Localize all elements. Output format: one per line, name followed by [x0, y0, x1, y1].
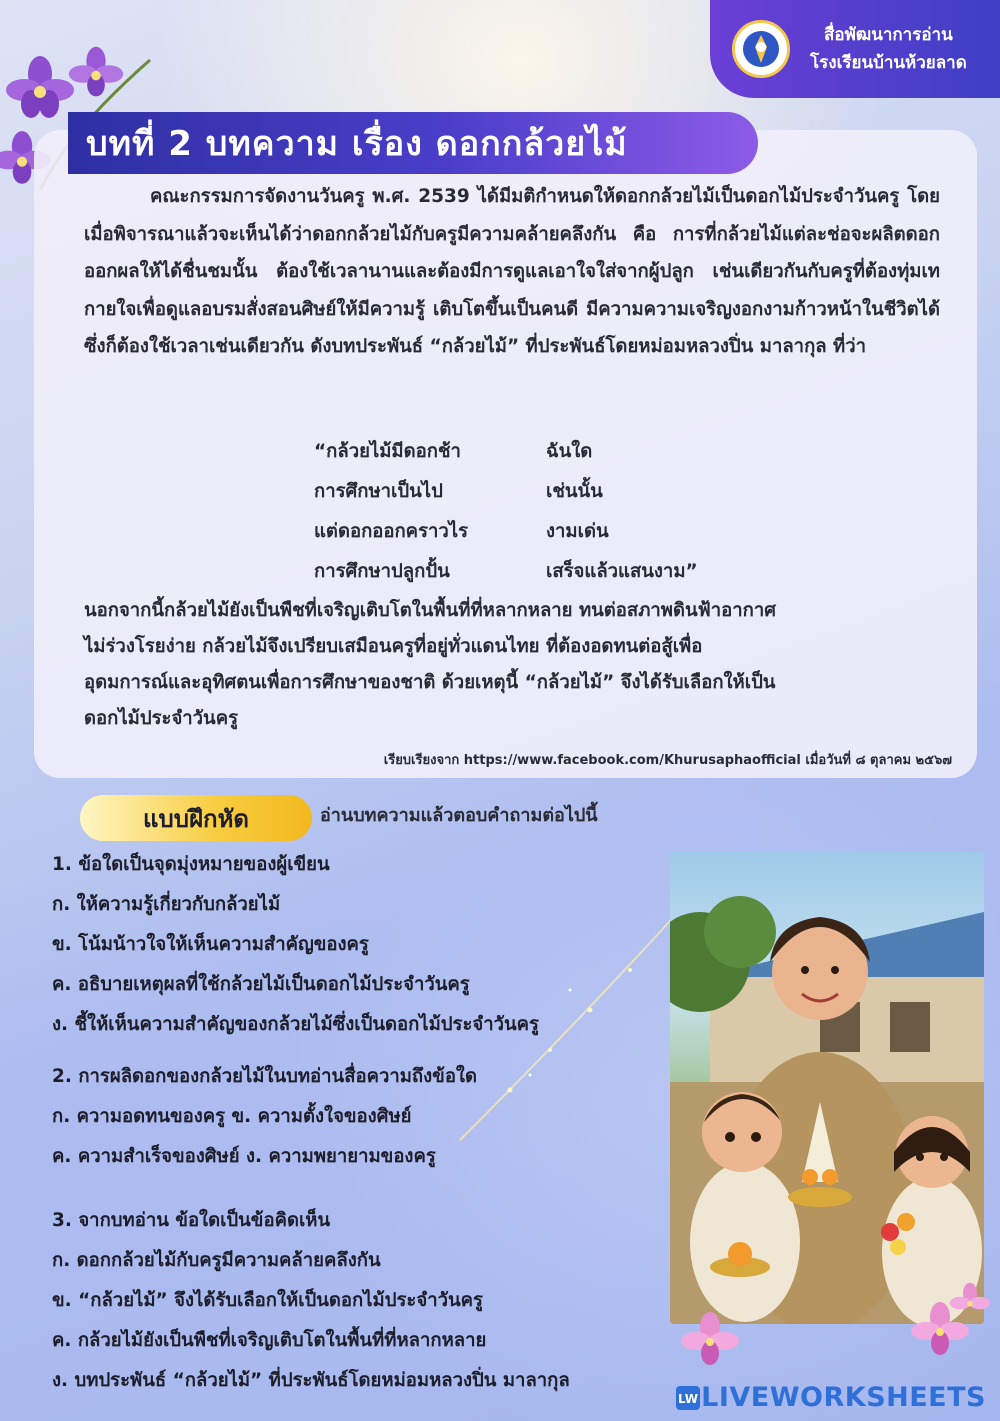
poem-line-second-half: งามเด่น	[546, 521, 609, 542]
answer-choice[interactable]: ก. ให้ความรู้เกี่ยวกับกล้วยไม้	[52, 894, 281, 915]
poem-line	[314, 512, 794, 552]
question-list	[52, 845, 692, 1413]
paragraph-line: ดอกไม้ประจำวันครู	[84, 708, 239, 729]
liveworksheets-wordmark: LIVEWORKSHEETS	[701, 1382, 986, 1413]
poem	[314, 432, 794, 592]
answer-choice[interactable]: ก. ความอดทนของครู ข. ความตั้งใจของศิษย์	[52, 1106, 412, 1127]
paragraph-line: ไม่ร่วงโรยง่าย กล้วยไม้จึงเปรียบเสมือนครูที่อยู่ทั่วแดนไทย ที่ต้องอดทนต่อสู้เพื่อ	[84, 636, 703, 657]
poem-line	[314, 432, 794, 472]
question-2	[52, 1057, 692, 1177]
answer-choice[interactable]: ก. ดอกกล้วยไม้กับครูมีความคล้ายคลึงกัน	[52, 1250, 381, 1271]
school-logo-icon	[732, 20, 790, 78]
question-text: 2. การผลิดอกของกล้วยไม้ในบทอ่านสื่อความถึงข้อใด	[52, 1066, 477, 1087]
answer-choice[interactable]: ข. “กล้วยไม้” จึงได้รับเลือกให้เป็นดอกไม้ประจำวันครู	[52, 1290, 483, 1311]
paragraph-line: นอกจากนี้กล้วยไม้ยังเป็นพืชที่เจริญเติบโตในพื้นที่ที่หลากหลาย ทนต่อสภาพดินฟ้าอากาศ	[84, 600, 776, 621]
answer-choice[interactable]: ง. บทประพันธ์ “กล้วยไม้” ที่ประพันธ์โดยหม่อมหลวงปิ่น มาลากุล	[52, 1370, 570, 1391]
teacher-students-illustration	[670, 852, 984, 1324]
answer-choice[interactable]: ค. อธิบายเหตุผลที่ใช้กล้วยไม้เป็นดอกไม้ประจำวันครู	[52, 974, 470, 995]
poem-line-first-half: แต่ดอกออกคราวไร	[314, 521, 469, 542]
question-1	[52, 845, 692, 1045]
poem-line-second-half: ฉันใด	[546, 441, 593, 462]
svg-text:LW: LW	[678, 1391, 699, 1406]
exercise-instruction: อ่านบทความแล้วตอบคำถามต่อไปนี้	[320, 805, 598, 826]
article-source: เรียบเรียงจาก https://www.facebook.com/Khurusaphaofficial เมื่อวันที่ ๘ ตุลาคม ๒๕๖๗	[383, 753, 952, 768]
school-header-badge	[710, 0, 1000, 98]
liveworksheets-icon	[675, 1385, 701, 1411]
liveworksheets-logo	[675, 1382, 986, 1413]
poem-line-first-half: การศึกษาปลูกปั้น	[314, 561, 450, 582]
paragraph-line: อุดมการณ์และอุทิศตนเพื่อการศึกษาของชาติ ด้วยเหตุนี้ “กล้วยไม้” จึงได้รับเลือกให้เป็น	[84, 672, 776, 693]
article-paragraph-2	[84, 593, 954, 737]
exercise-label: แบบฝึกหัด	[80, 795, 312, 841]
question-3	[52, 1201, 692, 1401]
article-paragraph-1	[84, 178, 940, 366]
poem-line-second-half: เสร็จแล้วแสนงาม”	[546, 561, 698, 582]
answer-choice[interactable]: ค. กล้วยไม้ยังเป็นพืชที่เจริญเติบโตในพื้นที่ที่หลากหลาย	[52, 1330, 487, 1351]
teacher-students-image	[670, 852, 984, 1324]
answer-choice[interactable]: ค. ความสำเร็จของศิษย์ ง. ความพยายามของครู	[52, 1146, 436, 1167]
school-name	[810, 21, 967, 77]
question-text: 1. ข้อใดเป็นจุดมุ่งหมายของผู้เขียน	[52, 854, 330, 875]
school-line-2: โรงเรียนบ้านห้วยลาด	[810, 53, 967, 73]
answer-choice[interactable]: ง. ชี้ให้เห็นความสำคัญของกล้วยไม้ซึ่งเป็นดอกไม้ประจำวันครู	[52, 1014, 539, 1035]
poem-line-first-half: “กล้วยไม้มีดอกช้า	[314, 441, 461, 462]
poem-line	[314, 472, 794, 512]
poem-line	[314, 552, 794, 592]
lesson-title: บทที่ 2 บทความ เรื่อง ดอกกล้วยไม้	[68, 112, 758, 174]
poem-line-first-half: การศึกษาเป็นไป	[314, 481, 443, 502]
school-line-1: สื่อพัฒนาการอ่าน	[824, 25, 953, 45]
poem-line-second-half: เช่นนั้น	[546, 481, 603, 502]
answer-choice[interactable]: ข. โน้มน้าวใจให้เห็นความสำคัญของครู	[52, 934, 369, 955]
orchid-decoration-icon	[670, 1281, 1000, 1391]
question-text: 3. จากบทอ่าน ข้อใดเป็นข้อคิดเห็น	[52, 1210, 331, 1231]
article-paragraph-1-text: คณะกรรมการจัดงานวันครู พ.ศ. 2539 ได้มีมติกำหนดให้ดอกกล้วยไม้เป็นดอกไม้ประจำวันครู โดยเมื่อพิจารณาแล้วจะเห็นได้ว่าดอกกล้วยไม้กับครูมีความคล้ายคลึงกัน คือ การที่กล้วยไม้แต่ละช่อจะผลิตดอกออกผลให้ได้ชื่นชมนั้น ต้องใช้เวลานานและต้องมีการดูแลเอาใจใส่จากผู้ปลูก เช่นเดียวกันกับครูที่ต้องทุ่มเทกายใจเพื่อดูแลอบรมสั่งสอนศิษย์ให้มีความรู้ เติบโตขึ้นเป็นคนดี มีความความเจริญงอกงามก้าวหน้าในชีวิตได้ ซึ่งก็ต้องใช้เวลาเช่นเดียวกัน ดังบทประพันธ์ “กล้วยไม้” ที่ประพันธ์โดยหม่อมหลวงปิ่น มาลากุล ที่ว่า	[84, 186, 940, 357]
